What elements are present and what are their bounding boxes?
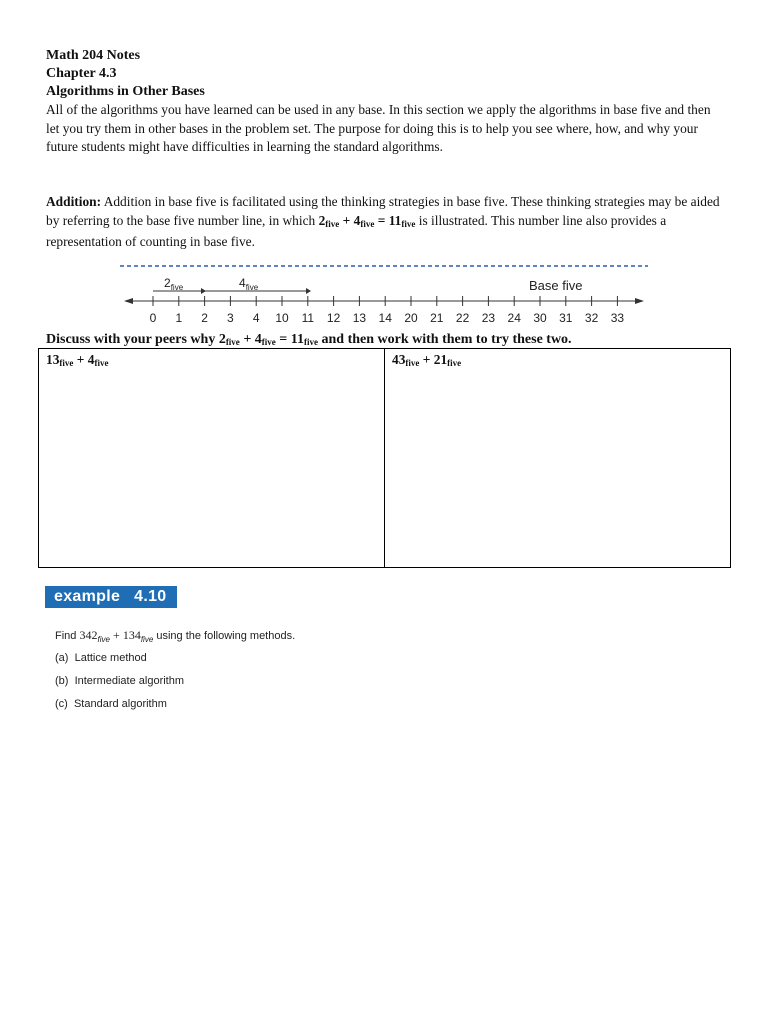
addition-label: Addition: xyxy=(46,194,102,209)
course-title: Math 204 Notes xyxy=(46,48,141,63)
exercise-left-b: 4 xyxy=(87,352,95,367)
tick-label: 33 xyxy=(610,311,625,325)
tick-label: 24 xyxy=(507,311,521,325)
tick-label: 12 xyxy=(326,311,341,325)
exercise-right-a: 43 xyxy=(392,352,406,367)
tick-label: 23 xyxy=(481,311,496,325)
method-item: (a) Lattice method xyxy=(55,652,147,664)
eq-base-sum: five xyxy=(401,218,416,229)
intro-paragraph: All of the algorithms you have learned can be used in any base. In this section we apply the algorithms in base five and then let you try them in other bases in the problem set. The purpose for doing this is to help you see where, how, and why your future students might have difficulties in learning the standard algorithms. xyxy=(46,102,711,154)
tick-label: 1 xyxy=(175,311,183,325)
addition-paragraph xyxy=(46,193,726,252)
tick-label: 32 xyxy=(584,311,599,325)
discuss-a: 2 xyxy=(218,332,226,347)
right-arrowhead xyxy=(635,298,644,304)
method-item: (b) Intermediate algorithm xyxy=(55,675,185,687)
eq-term-a: 2 xyxy=(318,212,326,228)
chapter-title: Chapter 4.3 xyxy=(46,66,117,81)
discuss-b: 4 xyxy=(254,332,262,347)
number-line-title: Base five xyxy=(529,278,583,293)
tick-label: 4 xyxy=(252,311,260,325)
tick-label: 13 xyxy=(352,311,367,325)
tick-label: 31 xyxy=(559,311,573,325)
page-heading xyxy=(46,47,726,157)
addition-text: Addition in base five is facilitated using the thinking strategies in base five. These thinking strategies may be aided by referring to the base five number line, in which xyxy=(46,194,720,228)
example-n1: 342 xyxy=(79,628,98,642)
discuss-prompt: Discuss with your peers why $2_{five} + 4_{five} = 11_{five}$ and then work with them to try these two. xyxy=(46,332,572,347)
eq-base-a: five xyxy=(325,218,340,229)
exercise-left-a: 13 xyxy=(46,352,60,367)
example-word: example xyxy=(54,588,121,605)
base-five-number-line xyxy=(0,258,768,328)
example-badge xyxy=(45,586,177,608)
eq-equals: = xyxy=(377,212,386,228)
tick-label: 21 xyxy=(430,311,444,325)
tick-label: 14 xyxy=(378,311,392,325)
exercise-workspace-table xyxy=(38,348,731,568)
example-body xyxy=(55,627,295,719)
tick-label: 0 xyxy=(149,311,157,325)
exercise-right-b: 21 xyxy=(433,352,448,367)
addition-text-after: is illustrated. This number line also provides a representation of counting in base five. xyxy=(46,212,667,249)
tick-label: 22 xyxy=(455,311,470,325)
discuss-prefix: Discuss with your peers why xyxy=(46,332,216,347)
exercise-cell-left[interactable]: $13_{five} + 4_{five}$ xyxy=(46,352,109,368)
tick-label: 2 xyxy=(201,311,208,325)
discuss-suffix: and then work with them to try these two. xyxy=(321,332,572,347)
tick-label: 3 xyxy=(227,311,234,325)
arrow-label-4: $4_{five}$ xyxy=(239,276,259,292)
example-number: 4.10 xyxy=(134,588,167,605)
tick-label: 30 xyxy=(533,311,547,325)
section-title: Algorithms in Other Bases xyxy=(46,84,205,99)
tick-label: 11 xyxy=(301,311,315,325)
method-item: (c) Standard algorithm xyxy=(55,698,167,710)
example-n2: 134 xyxy=(122,628,141,642)
eq-sum: 11 xyxy=(388,212,402,228)
eq-plus: + xyxy=(342,212,351,228)
tick-label: 10 xyxy=(275,311,289,325)
eq-base-b: five xyxy=(360,218,375,229)
example-prompt: Find $342_{five} + 134_{five}$ using the following methods. xyxy=(55,628,296,644)
tick-label: 20 xyxy=(404,311,418,325)
discuss-sum: 11 xyxy=(290,332,305,347)
arrow-label-2: $2_{five}$ xyxy=(164,276,184,292)
exercise-cell-right[interactable]: $43_{five} + 21_{five}$ xyxy=(384,349,730,567)
eq-term-b: 4 xyxy=(353,212,361,228)
left-arrowhead xyxy=(124,298,133,304)
